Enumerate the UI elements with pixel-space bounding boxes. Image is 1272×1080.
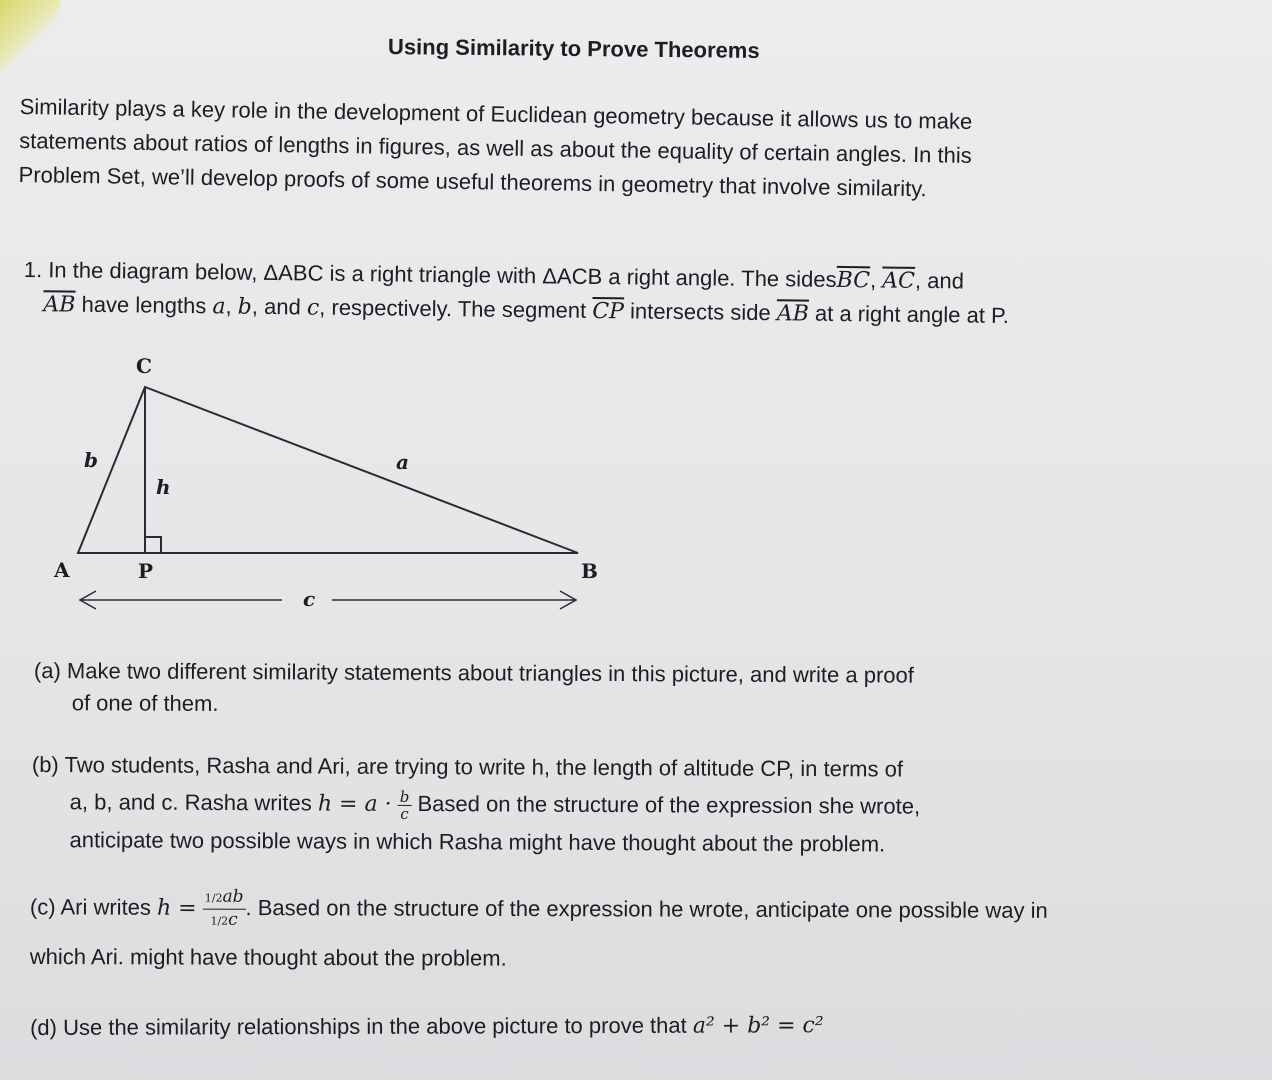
pythagorean-formula: a² + b² = c² [692,1013,824,1039]
part-d-label: (d) [30,1014,57,1040]
part-a-cont: of one of them. [71,690,219,716]
vertex-b-label: B [581,559,598,583]
part-c-line2: which Ari. might have thought about the problem. [29,943,507,971]
part-b [31,746,1012,863]
part-d: (d) Use the similarity relationships in the above picture to prove that a² + b² = c² [30,1012,824,1040]
part-b-text: Two students, Rasha and Ari, are trying to write h, the length of altitude CP, in terms of [64,752,904,782]
part-c-label: (c) [29,894,56,920]
rasha-fraction: $\frac{b}{c}$ [399,787,410,823]
part-a [34,655,994,724]
problem-text-cont: $\overline{AB}$ have lengths a, b, and c, respectively. The segment $\overline{CP}$ intersects side $\overline{AB}$ at a right angle at P. [43,291,1010,329]
segment-ab: $\overline{AB}$ [43,292,76,318]
segment-bc: $\overline{BC}$ [836,267,871,294]
problem-text: In the diagram below, ΔABC is a right triangle with ΔACB a right angle. The $sides\overline{BC}$, $\overline{AC}$, and [48,257,965,294]
right-angle-marker [145,537,161,553]
point-p-label: P [138,559,154,583]
problem-number: 1. [23,256,43,283]
page-corner-fold [0,0,60,70]
segment-ab-2: $\overline{AB}$ [776,301,809,327]
part-b-label: (b) [31,751,59,778]
part-c: (c) Ari writes h = $\frac{1/2ab}{1/2c}$ . Based on the structure of the expression he wrote, anticipate one possible way in which Ari. might have thought about the problem. [30,886,1130,977]
intro-paragraph: Similarity plays a key role in the development of Euclidean geometry because it allows us to make statements about ratios of lengths in figures, as well as about the equality of certain angles. In this Problem Set, we’ll develop proofs of some useful theorems in geometry that involve similarity. [18,93,973,202]
altitude-h-label: h [156,475,171,499]
part-b-line2: a, b, and c. Rasha writes h = a · $\frac{b}{c}$ Based on the structure of the expression she wrote, [69,787,921,823]
page-title: Using Similarity to Prove Theorems [387,34,760,63]
triangle-diagram [40,345,600,620]
ari-formula: h = [157,895,197,921]
rasha-formula: h = a · [317,791,392,817]
side-b-label: b [84,448,98,472]
segment-ac: $\overline{AC}$ [882,268,916,294]
side-c-label: c [303,587,316,611]
part-a-label: (a) [33,657,61,684]
part-a-text: Make two different similarity statements about triangles in this picture, and write a proof [66,658,914,688]
part-b-line3: anticipate two possible ways in which Rasha might have thought about the problem. [69,827,886,857]
segment-cp: $\overline{CP}$ [592,298,625,325]
problem-1 [23,253,1044,333]
vertex-a-label: A [54,558,70,582]
ari-fraction: $\frac{1/2ab}{1/2c}$ [203,887,246,932]
vertex-c-label: C [136,354,152,378]
side-a-label: a [396,450,409,474]
triangle-abc [78,387,578,553]
